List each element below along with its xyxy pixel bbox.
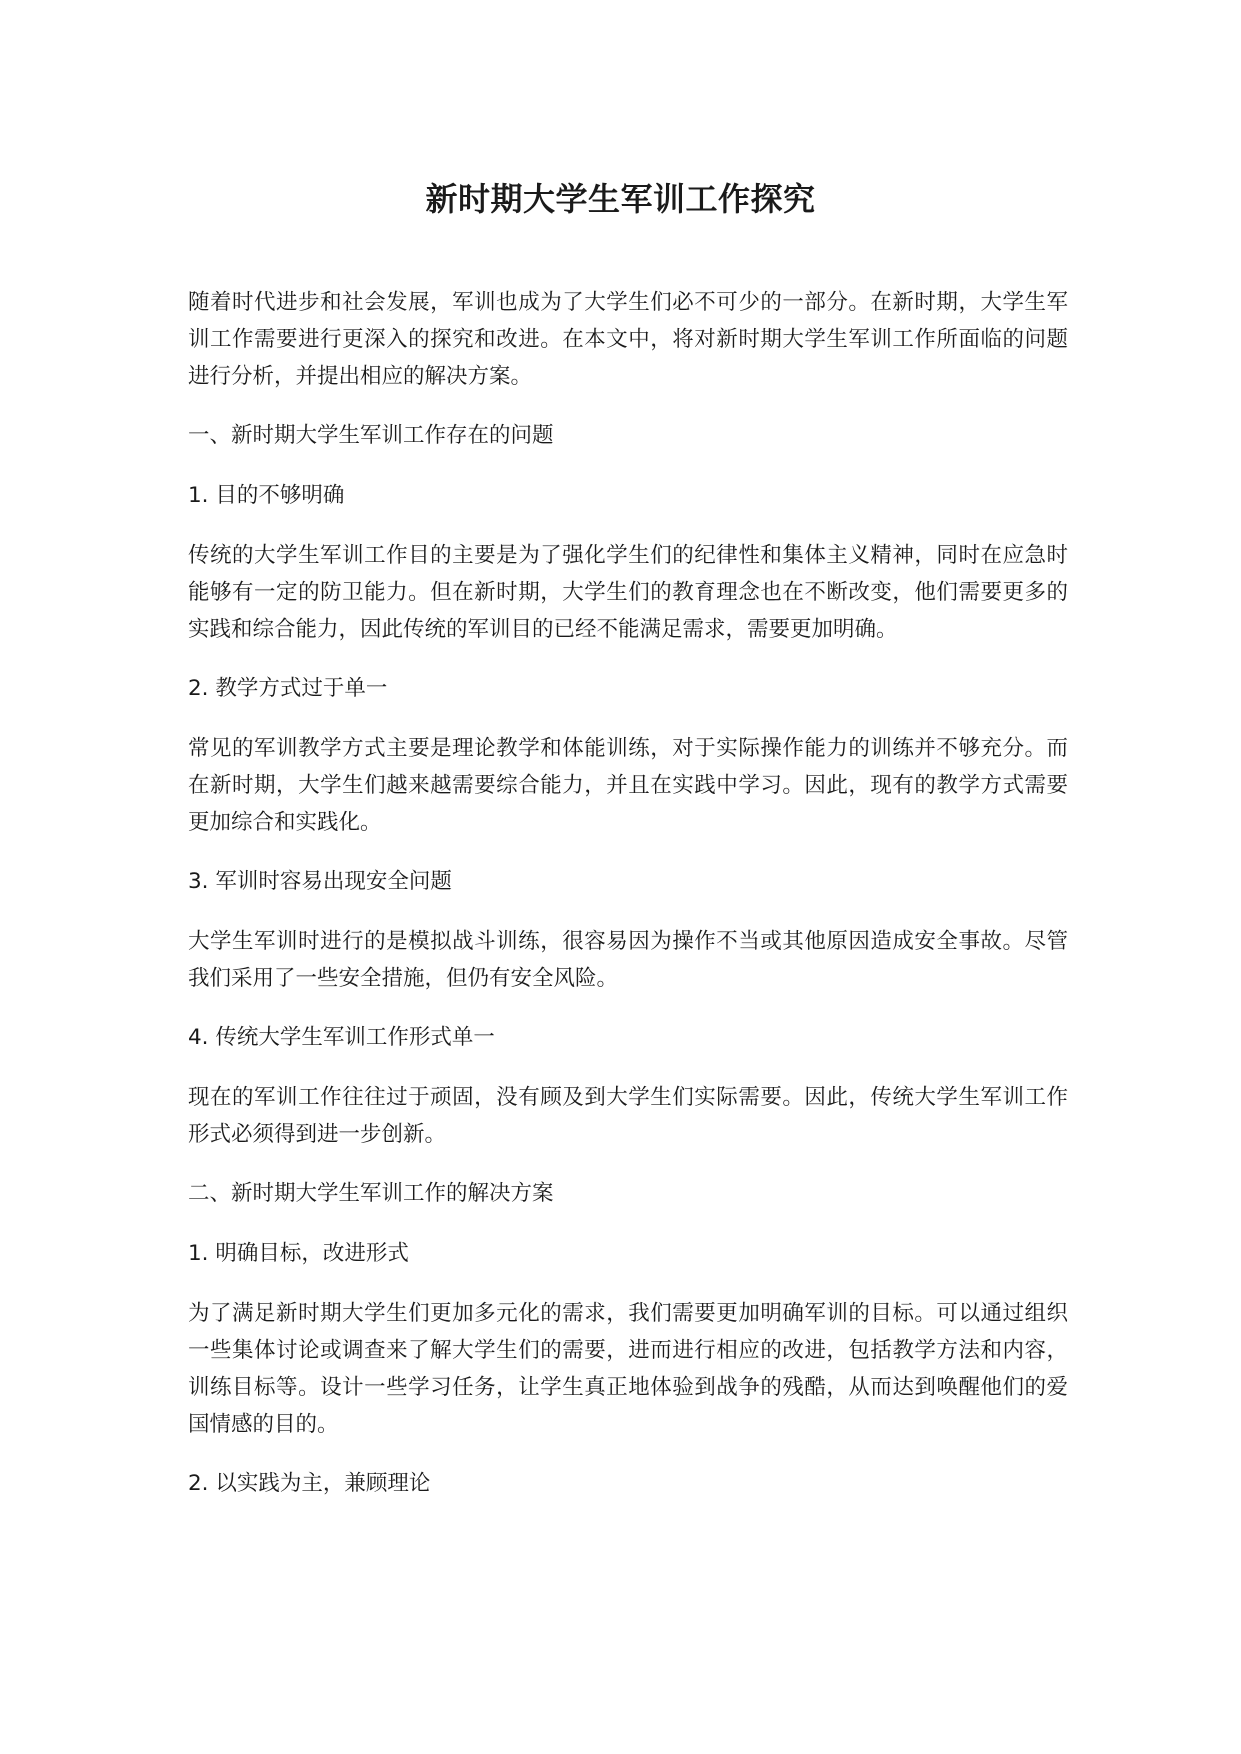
- subsection-heading: 2. 以实践为主，兼顾理论: [188, 1471, 431, 1496]
- subsection-heading: 1. 目的不够明确: [188, 483, 345, 508]
- paragraph: 常见的军训教学方式主要是理论教学和体能训练，对于实际操作能力的训练并不够充分。而在新时期，大学生们越来越需要综合能力，并且在实践中学习。因此，现有的教学方式需要更加综合和实践化。: [188, 736, 1068, 835]
- document-body: [188, 284, 1068, 1525]
- paragraph: 传统的大学生军训工作目的主要是为了强化学生们的纪律性和集体主义精神，同时在应急时能够有一定的防卫能力。但在新时期，大学生们的教育理念也在不断改变，他们需要更多的实践和综合能力，因此传统的军训目的已经不能满足需求，需要更加明确。: [188, 543, 1068, 642]
- subsection-heading: 2. 教学方式过于单一: [188, 676, 388, 701]
- paragraph: 现在的军训工作往往过于顽固，没有顾及到大学生们实际需要。因此，传统大学生军训工作形式必须得到进一步创新。: [188, 1085, 1068, 1147]
- section-heading: 一、新时期大学生军训工作存在的问题: [188, 423, 554, 448]
- subsection-heading: 4. 传统大学生军训工作形式单一: [188, 1025, 495, 1050]
- paragraph: 大学生军训时进行的是模拟战斗训练，很容易因为操作不当或其他原因造成安全事故。尽管我们采用了一些安全措施，但仍有安全风险。: [188, 929, 1068, 991]
- subsection-heading: 3. 军训时容易出现安全问题: [188, 869, 452, 894]
- paragraph: 为了满足新时期大学生们更加多元化的需求，我们需要更加明确军训的目标。可以通过组织一些集体讨论或调查来了解大学生们的需要，进而进行相应的改进，包括教学方法和内容，训练目标等。设计一些学习任务，让学生真正地体验到战争的残酷，从而达到唤醒他们的爱国情感的目的。: [188, 1301, 1068, 1437]
- document-title: 新时期大学生军训工作探究: [425, 180, 816, 218]
- intro-paragraph: 随着时代进步和社会发展，军训也成为了大学生们必不可少的一部分。在新时期，大学生军训工作需要进行更深入的探究和改进。在本文中，将对新时期大学生军训工作所面临的问题进行分析，并提出相应的解决方案。: [188, 290, 1068, 389]
- section-heading: 二、新时期大学生军训工作的解决方案: [188, 1181, 554, 1206]
- subsection-heading: 1. 明确目标，改进形式: [188, 1241, 409, 1266]
